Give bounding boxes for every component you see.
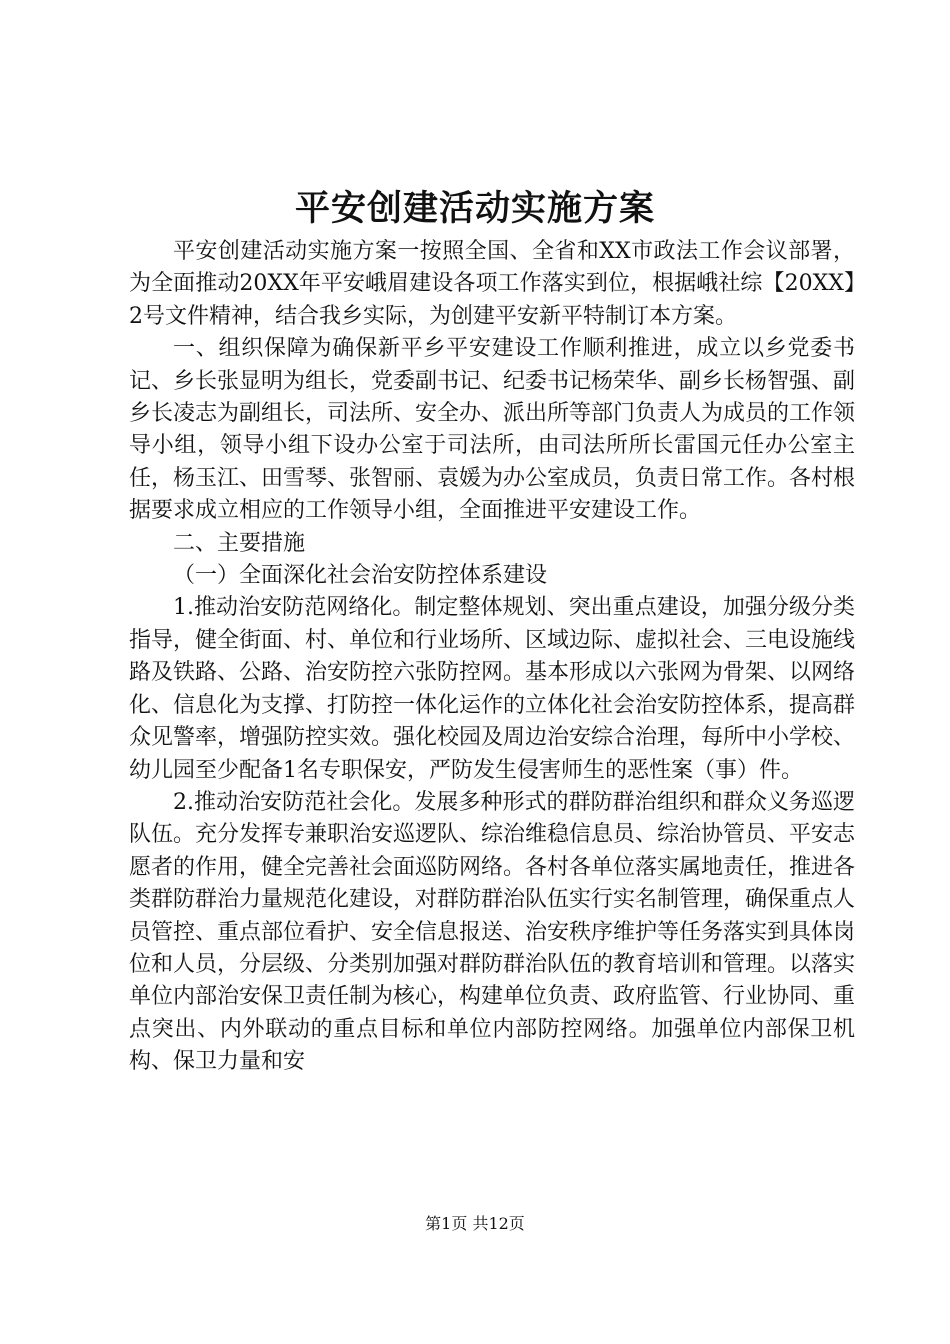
subheading-security-system: （一）全面深化社会治安防控体系建设 — [173, 563, 548, 589]
heading-main-measures: 二、主要措施 — [173, 530, 306, 556]
page-number-footer: 第1页 共12页 — [425, 1214, 525, 1233]
paragraph-measure-1: 1.推动治安防范网络化。制定整体规划、突出重点建设，加强分级分类指导，健全街面、村、单位和行业场所、区域边际、虚拟社会、三电设施线路及铁路、公路、治安防控六张防控网。基本形成以六张网为骨架、以网络化、信息化为支撑、打防控一体化运作的立体化社会治安防控体系，提高群众见警率，增强防控实效。强化校园及周边治安综合治理，每所中小学校、幼儿园至少配备1名专职保安，严防发生侵害师生的恶性案（事）件。 — [129, 595, 856, 783]
document-title: 平安创建活动实施方案 — [294, 188, 655, 229]
document-body — [129, 236, 855, 1079]
paragraph-intro: 平安创建活动实施方案一按照全国、全省和XX市政法工作会议部署，为全面推动20XX年平安峨眉建设各项工作落实到位，根据峨社综【20XX】2号文件精神，结合我乡实际，为创建平安新平特制订本方案。 — [129, 239, 855, 329]
paragraph-measure-2: 2.推动治安防范社会化。发展多种形式的群防群治组织和群众义务巡逻队伍。充分发挥专兼职治安巡逻队、综治维稳信息员、综治协管员、平安志愿者的作用，健全完善社会面巡防网络。各村各单位落实属地责任，推进各类群防群治力量规范化建设，对群防群治队伍实行实名制管理，确保重点人员管控、重点部位看护、安全信息报送、治安秩序维护等任务落实到具体岗位和人员，分层级、分类别加强对群防群治队伍的教育培训和管理。以落实单位内部治安保卫责任制为核心，构建单位负责、政府监管、行业协同、重点突出、内外联动的重点目标和单位内部防控网络。加强单位内部保卫机构、保卫力量和安 — [129, 789, 856, 1075]
paragraph-organization: 一、组织保障为确保新平乡平安建设工作顺利推进，成立以乡党委书记、乡长张显明为组长，党委副书记、纪委书记杨荣华、副乡长杨智强、副乡长凌志为副组长，司法所、安全办、派出所等部门负责人为成员的工作领导小组，领导小组下设办公室于司法所，由司法所所长雷国元任办公室主任，杨玉江、田雪琴、张智丽、袁媛为办公室成员，负责日常工作。各村根据要求成立相应的工作领导小组，全面推进平安建设工作。 — [129, 336, 856, 524]
